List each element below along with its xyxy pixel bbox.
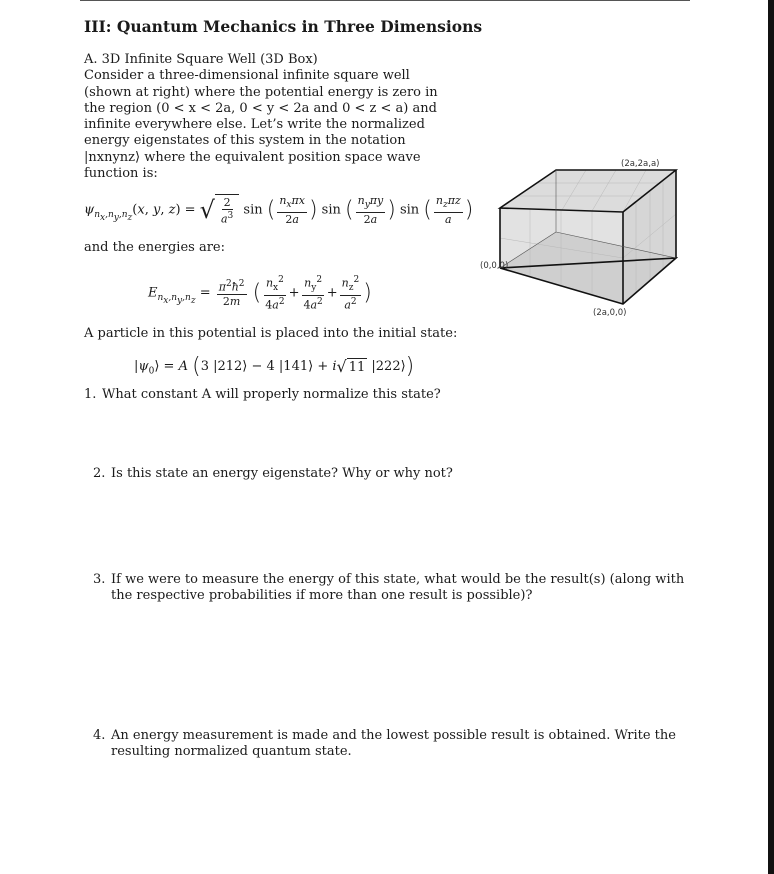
corner-label-x: (2a,0,0) [593,308,627,318]
energies-intro: and the energies are: [84,240,225,255]
question-4 [93,728,698,760]
initial-state-intro: A particle in this potential is placed into the initial state: [84,326,458,341]
box-diagram [478,156,678,326]
question-number: 3. [93,572,106,587]
problem-body: Consider a three-dimensional infinite square well (shown at right) where the potential energy is zero in the region (0 < x < 2a, 0 < y < 2a and 0 < z < a) and infinite everywhere else. Let’s write the normalized energy eigenstates of this system in the notation |nxnynz⟩ where the equivalent position space wave function is: [84,68,438,182]
question-number: 2. [93,466,106,481]
wavefunction-equation: $\psi_{n_x,n_y,n_z}(x$, y, z) = √ $\frac{2}{a^3}$ sin ( $\frac{n_x\pi x}{2a}$ ) sin ( $\frac{n_y\pi y}{2a}$ ) sin ( $\frac{n_z\pi z}{a}$ ) [84,194,474,227]
corner-label-origin: (0,0,0) [480,261,509,271]
question-number: 4. [93,728,106,743]
question-text: Is this state an energy eigenstate? Why or why not? [111,466,453,481]
corner-label-top: (2a,2a,a) [621,159,660,169]
section-heading: III: Quantum Mechanics in Three Dimensions [84,17,483,36]
energy-equation: $E_{n_x,n_y,n_z}$ = $\frac{\pi^2ħ^2}{2m}$ ( $\frac{n_x^2}{4a^2}$ + $\frac{n_y^2}{4a^2}$ + $\frac{n_z^2}{a^2}$ ) [148,275,372,312]
top-rule [80,0,690,1]
problem-subtitle: A. 3D Infinite Square Well (3D Box) [84,52,318,67]
question-text: If we were to measure the energy of this state, what would be the result(s) (along with the respective probabilities if more than one result is possible)? [111,572,685,603]
problem-intro [84,52,456,182]
initial-state-equation: $|\psi_0⟩ = A$ (3 |212⟩ − 4 |141⟩ + i √ 11 |222⟩) [134,354,415,379]
question-2 [93,466,693,482]
question-3 [93,572,698,604]
question-number: 1. [84,387,97,402]
question-text: An energy measurement is made and the lowest possible result is obtained. Write the resulting normalized quantum state. [111,728,676,759]
page-edge [768,0,774,874]
question-1 [84,387,504,403]
question-text: What constant A will properly normalize this state? [102,387,441,402]
